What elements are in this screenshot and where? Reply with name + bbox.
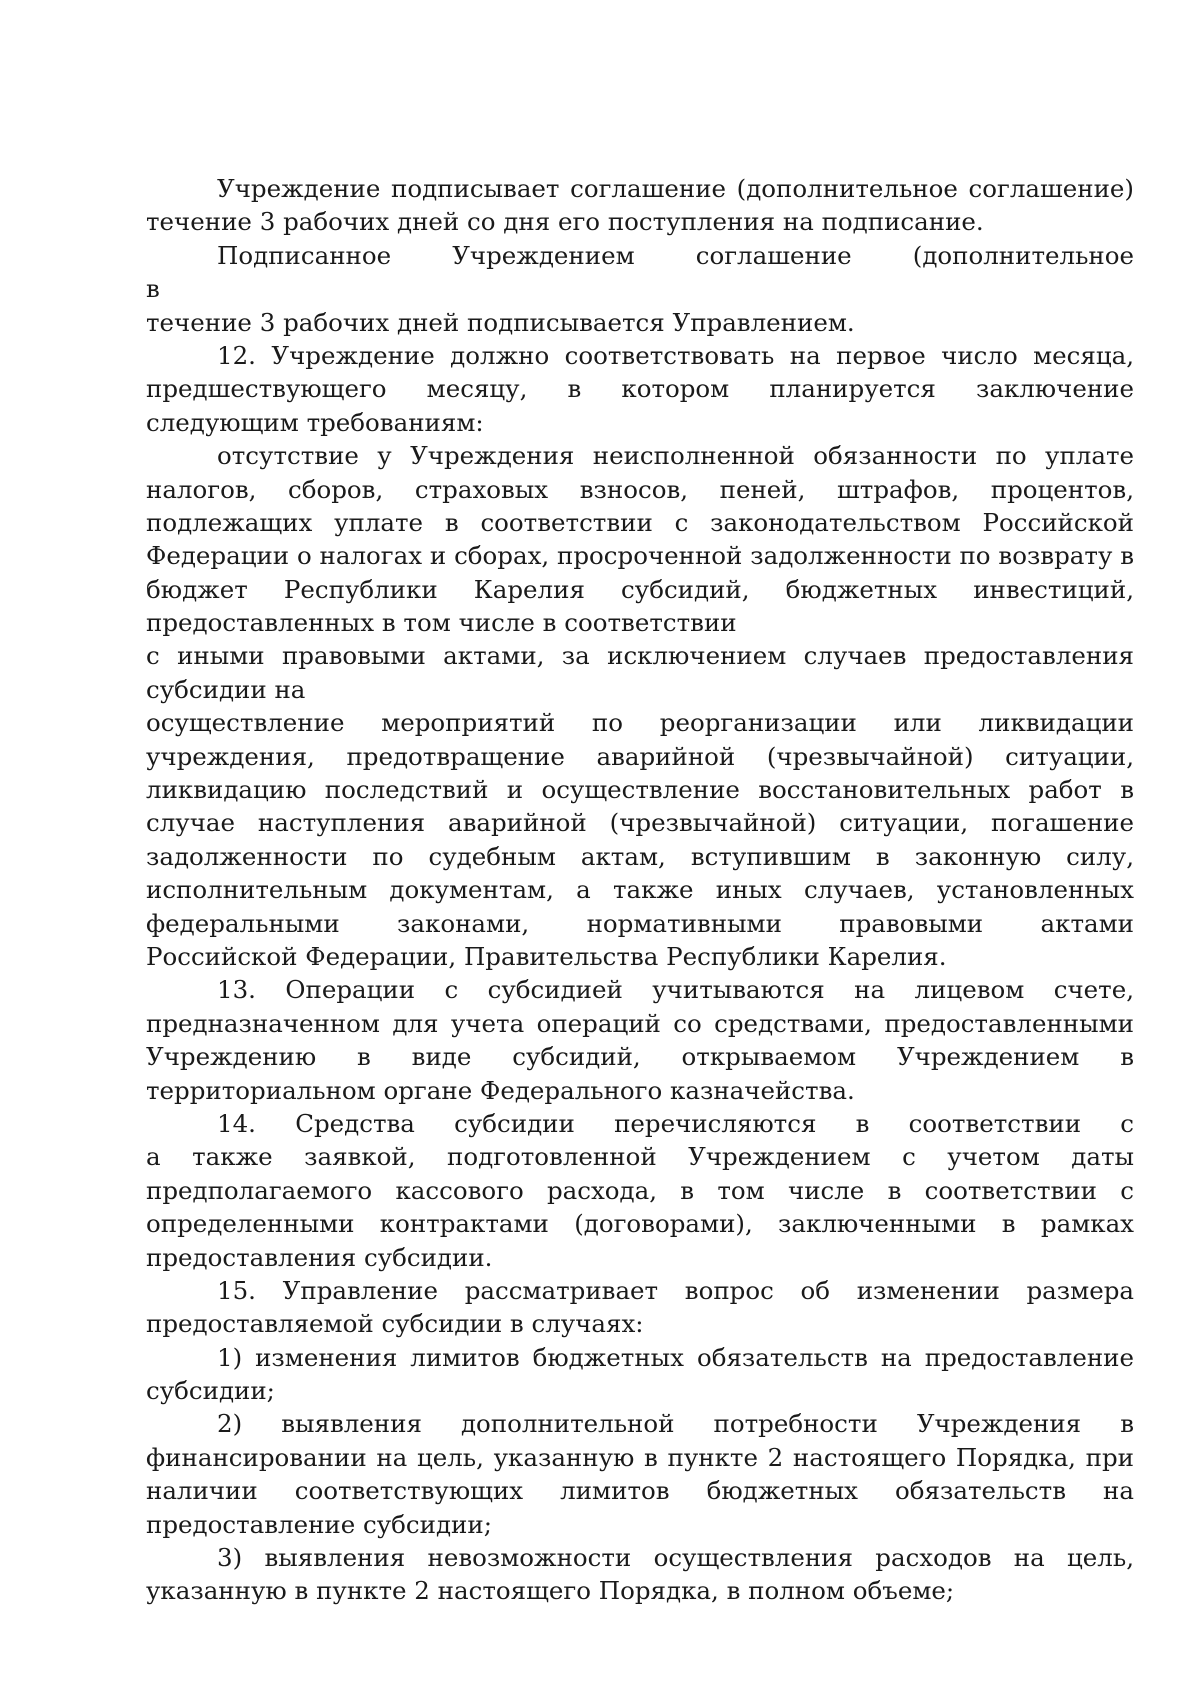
text-line: 12. Учреждение должно соответствовать на первое число месяца, [217,340,1134,370]
text-line: течение 3 рабочих дней подписывается Управлением. [146,307,855,337]
text-line: субсидии; [146,1376,275,1406]
text-line: бюджет Республики Карелия субсидий, бюджетных инвестиций, [146,574,1134,604]
text-line: финансировании на цель, указанную в пункте 2 настоящего Порядка, при [146,1442,1134,1472]
text-line: с иными правовыми актами, за исключением случаев предоставления [146,641,1134,671]
text-line: исполнительным документам, а также иных случаев, установленных [146,875,1134,905]
text-line: территориальном органе Федерального казначейства. [146,1075,855,1105]
text-line: 3) выявления невозможности осуществления расходов на цель, [217,1543,1134,1573]
text-line: Российской Федерации, Правительства Республики Карелия. [146,941,947,971]
text-line: 14. Средства субсидии перечисляются в соответствии с [217,1108,1134,1138]
text-line: наличии соответствующих лимитов бюджетных обязательств на [146,1476,1134,1506]
text-line: предназначенном для учета операций со средствами, предоставленными [146,1008,1134,1038]
text-line: предоставления субсидии. [146,1242,493,1272]
text-line: предоставленных в том числе в соответствии [146,608,737,638]
text-line: федеральными законами, нормативными правовыми актами [146,908,1134,938]
text-line: задолженности по судебным актам, вступившим в законную силу, [146,841,1134,871]
text-line: Федерации о налогах и сборах, просроченной задолженности по возврату в [146,541,1134,571]
text-line: субсидии на [146,674,306,704]
text-line: предшествующего месяцу, в котором планируется заключение [146,374,1134,404]
text-line: осуществление мероприятий по реорганизации или ликвидации [146,708,1134,738]
text-line: в [146,274,160,304]
text-line: отсутствие у Учреждения неисполненной обязанности по уплате [217,441,1134,471]
text-line: 1) изменения лимитов бюджетных обязательств на предоставление [217,1342,1134,1372]
text-line: течение 3 рабочих дней со дня его поступления на подписание. [146,207,984,237]
text-line: указанную в пункте 2 настоящего Порядка, в полном объеме; [146,1576,955,1606]
text-line: 13. Операции с субсидией учитываются на лицевом счете, [217,975,1134,1005]
text-line: случае наступления аварийной (чрезвычайной) ситуации, погашение [146,808,1134,838]
text-line: 15. Управление рассматривает вопрос об изменении размера [217,1275,1134,1305]
text-line: предоставление субсидии; [146,1509,492,1539]
text-line: подлежащих уплате в соответствии с законодательством Российской [146,507,1134,537]
text-line: Подписанное Учреждением соглашение (дополнительное [217,240,1134,270]
text-line: Учреждение подписывает соглашение (дополнительное соглашение) [217,174,1134,203]
text-line: ликвидацию последствий и осуществление восстановительных работ в [146,775,1134,805]
text-line: Учреждению в виде субсидий, открываемом Учреждением в [146,1042,1134,1072]
text-line: следующим требованиям: [146,407,484,437]
text-line: а также заявкой, подготовленной Учреждением с учетом даты [146,1142,1134,1172]
text-line: предоставляемой субсидии в случаях: [146,1309,644,1339]
text-line: учреждения, предотвращение аварийной (чрезвычайной) ситуации, [146,741,1134,771]
text-line: налогов, сборов, страховых взносов, пеней, штрафов, процентов, [146,474,1134,504]
text-line: определенными контрактами (договорами), заключенными в рамках [146,1209,1134,1239]
document-page [146,172,1134,1608]
text-line: 2) выявления дополнительной потребности Учреждения в [217,1409,1134,1439]
text-line: предполагаемого кассового расхода, в том числе в соответствии с [146,1175,1134,1205]
